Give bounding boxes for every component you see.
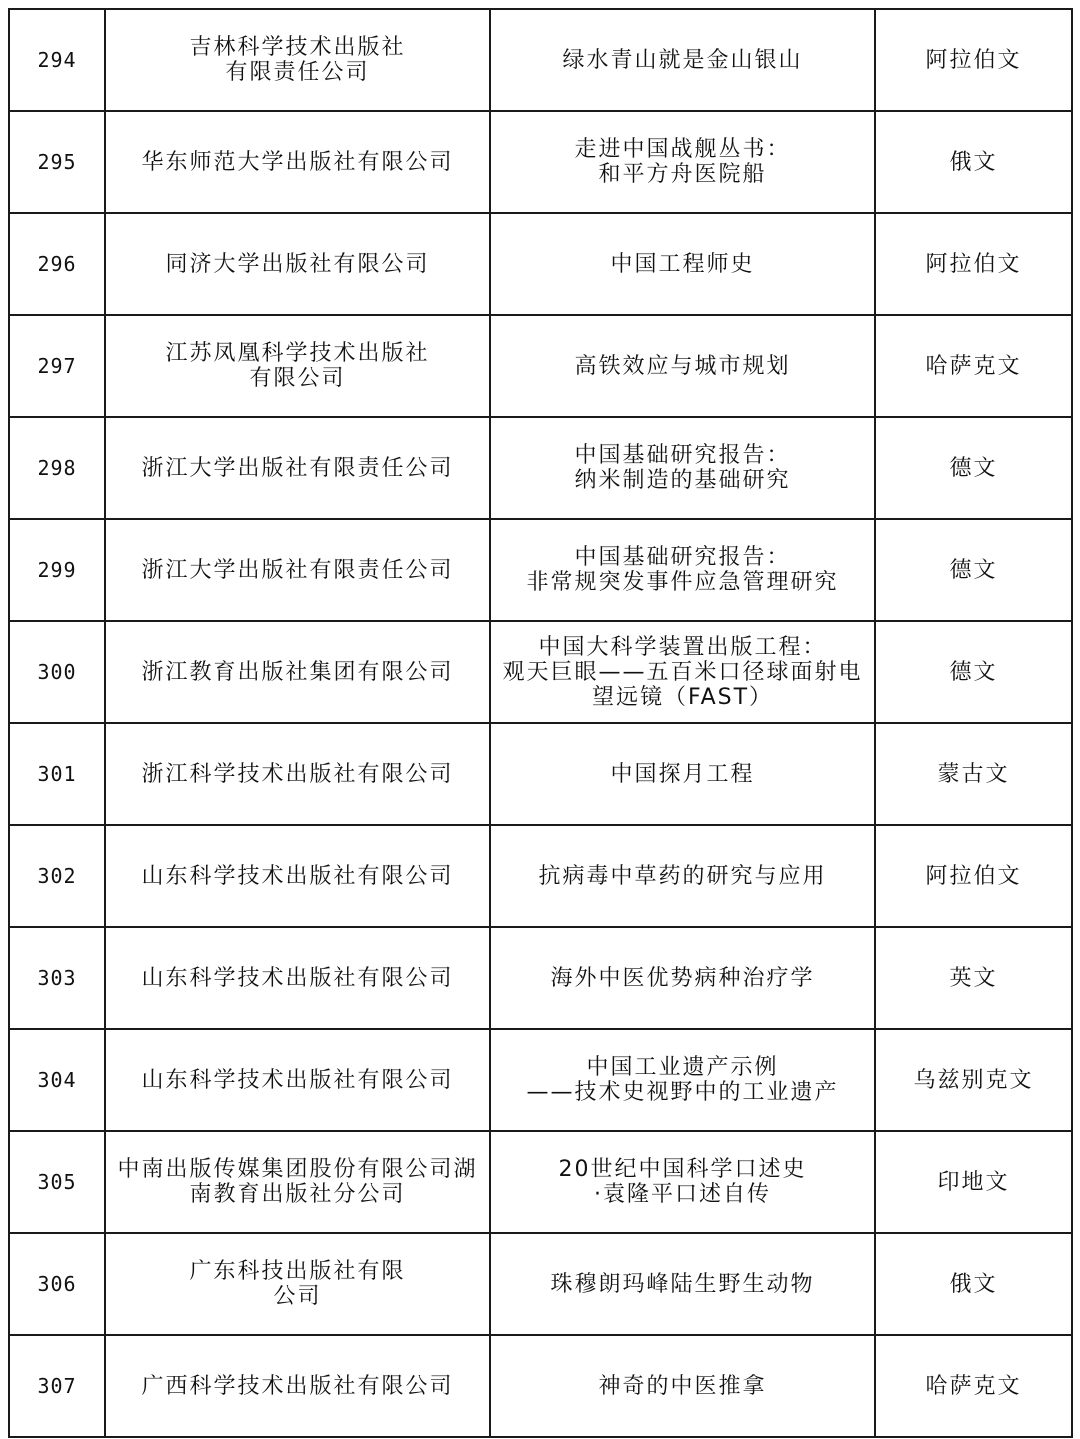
row-number-cell: 297 — [9, 315, 105, 417]
language-cell: 乌兹别克文 — [875, 1029, 1072, 1131]
book-title-cell: 神奇的中医推拿 — [490, 1335, 875, 1437]
publisher-cell: 广东科技出版社有限 公司 — [105, 1233, 490, 1335]
row-number-cell: 300 — [9, 621, 105, 723]
row-number-cell: 299 — [9, 519, 105, 621]
row-number-cell: 306 — [9, 1233, 105, 1335]
table-row — [9, 723, 1072, 825]
book-title-cell: 绿水青山就是金山银山 — [490, 9, 875, 111]
language-cell: 蒙古文 — [875, 723, 1072, 825]
language-cell: 阿拉伯文 — [875, 213, 1072, 315]
publisher-cell: 山东科学技术出版社有限公司 — [105, 1029, 490, 1131]
row-number-cell: 298 — [9, 417, 105, 519]
book-list-table — [8, 8, 1073, 1438]
language-cell: 哈萨克文 — [875, 1335, 1072, 1437]
table-row — [9, 1233, 1072, 1335]
table-row — [9, 315, 1072, 417]
language-cell: 德文 — [875, 417, 1072, 519]
publisher-cell: 吉林科学技术出版社 有限责任公司 — [105, 9, 490, 111]
table-row — [9, 519, 1072, 621]
language-cell: 阿拉伯文 — [875, 825, 1072, 927]
table-row — [9, 111, 1072, 213]
book-title-cell: 海外中医优势病种治疗学 — [490, 927, 875, 1029]
book-title-cell: 中国基础研究报告： 非常规突发事件应急管理研究 — [490, 519, 875, 621]
language-cell: 德文 — [875, 519, 1072, 621]
publisher-cell: 山东科学技术出版社有限公司 — [105, 825, 490, 927]
publisher-cell: 同济大学出版社有限公司 — [105, 213, 490, 315]
publisher-cell: 浙江大学出版社有限责任公司 — [105, 417, 490, 519]
book-title-cell: 抗病毒中草药的研究与应用 — [490, 825, 875, 927]
table-row — [9, 1335, 1072, 1437]
publisher-cell: 中南出版传媒集团股份有限公司湖 南教育出版社分公司 — [105, 1131, 490, 1233]
row-number-cell: 296 — [9, 213, 105, 315]
book-title-cell: 中国探月工程 — [490, 723, 875, 825]
book-title-cell: 走进中国战舰丛书： 和平方舟医院船 — [490, 111, 875, 213]
publisher-cell: 广西科学技术出版社有限公司 — [105, 1335, 490, 1437]
publisher-cell: 华东师范大学出版社有限公司 — [105, 111, 490, 213]
language-cell: 德文 — [875, 621, 1072, 723]
table-row — [9, 9, 1072, 111]
publisher-cell: 山东科学技术出版社有限公司 — [105, 927, 490, 1029]
book-title-cell: 中国工业遗产示例 ——技术史视野中的工业遗产 — [490, 1029, 875, 1131]
table-row — [9, 213, 1072, 315]
publisher-cell: 浙江科学技术出版社有限公司 — [105, 723, 490, 825]
publisher-cell: 江苏凤凰科学技术出版社 有限公司 — [105, 315, 490, 417]
table-row — [9, 927, 1072, 1029]
row-number-cell: 307 — [9, 1335, 105, 1437]
book-title-cell: 中国基础研究报告： 纳米制造的基础研究 — [490, 417, 875, 519]
row-number-cell: 303 — [9, 927, 105, 1029]
table-body — [9, 9, 1072, 1437]
row-number-cell: 294 — [9, 9, 105, 111]
publisher-cell: 浙江大学出版社有限责任公司 — [105, 519, 490, 621]
table-row — [9, 417, 1072, 519]
table-row — [9, 825, 1072, 927]
row-number-cell: 301 — [9, 723, 105, 825]
language-cell: 印地文 — [875, 1131, 1072, 1233]
row-number-cell: 304 — [9, 1029, 105, 1131]
book-title-cell: 20世纪中国科学口述史 ·袁隆平口述自传 — [490, 1131, 875, 1233]
language-cell: 俄文 — [875, 1233, 1072, 1335]
book-title-cell: 高铁效应与城市规划 — [490, 315, 875, 417]
language-cell: 阿拉伯文 — [875, 9, 1072, 111]
table-row — [9, 621, 1072, 723]
book-list-sheet — [8, 8, 1073, 1438]
row-number-cell: 295 — [9, 111, 105, 213]
book-title-cell: 中国大科学装置出版工程： 观天巨眼——五百米口径球面射电 望远镜（FAST） — [490, 621, 875, 723]
table-row — [9, 1029, 1072, 1131]
table-row — [9, 1131, 1072, 1233]
book-title-cell: 珠穆朗玛峰陆生野生动物 — [490, 1233, 875, 1335]
book-title-cell: 中国工程师史 — [490, 213, 875, 315]
language-cell: 俄文 — [875, 111, 1072, 213]
publisher-cell: 浙江教育出版社集团有限公司 — [105, 621, 490, 723]
language-cell: 英文 — [875, 927, 1072, 1029]
row-number-cell: 302 — [9, 825, 105, 927]
language-cell: 哈萨克文 — [875, 315, 1072, 417]
row-number-cell: 305 — [9, 1131, 105, 1233]
